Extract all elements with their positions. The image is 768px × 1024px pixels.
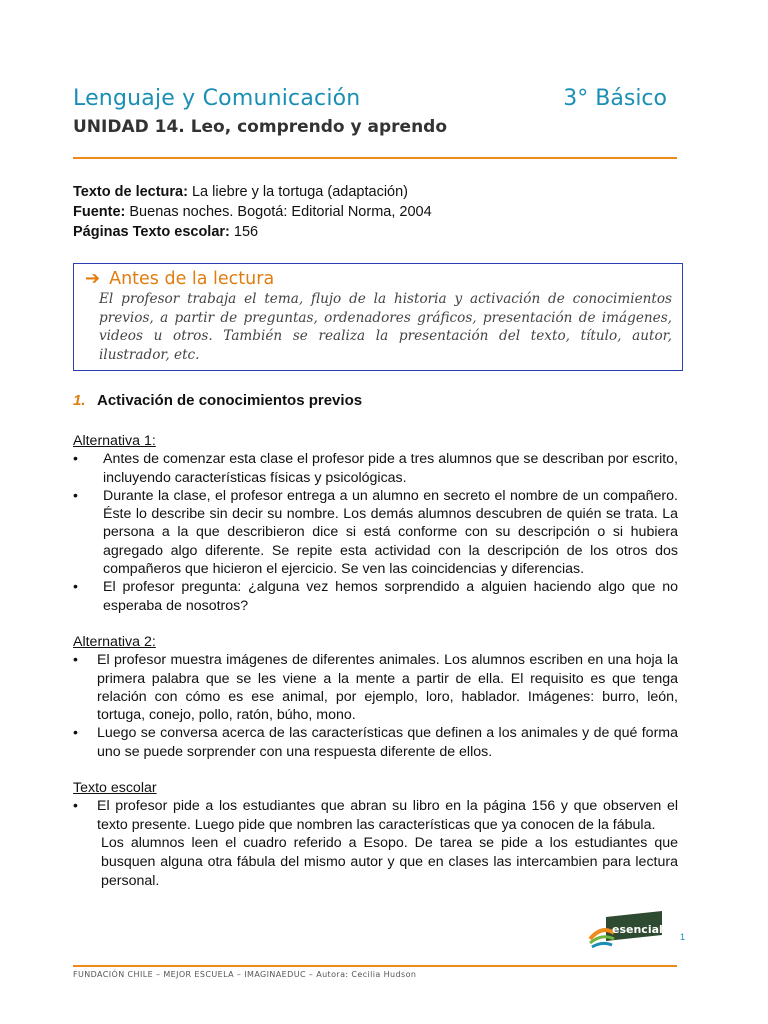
arrow-right-icon: ➔ (85, 268, 101, 289)
alternative-2-label: Alternativa 2: (73, 633, 156, 650)
list-item (73, 797, 678, 834)
bullet: • (73, 451, 78, 468)
box-title: Antes de la lectura (109, 268, 275, 289)
list-item-text: Luego se conversa acerca de las características que definen a los animales y de qué forma uno se puede sorprender con una respuesta diferente de ellos. (97, 725, 678, 760)
pages-label: Páginas Texto escolar: (73, 224, 230, 240)
school-text-paragraph: Los alumnos leen el cuadro referido a Esopo. De tarea se pide a los estudiantes que busquen alguna otra fábula del mismo autor y que en clases las intercambien para lectura personal. (101, 834, 678, 889)
unit-title: UNIDAD 14. Leo, comprendo y aprendo (73, 117, 448, 137)
title-row (73, 86, 677, 111)
reading-value: La liebre y la tortuga (adaptación) (187, 184, 409, 200)
school-text-label: Texto escolar (73, 780, 157, 797)
bullet: • (73, 725, 78, 742)
alternative-2-list (73, 651, 678, 761)
subject-title: Lenguaje y Comunicación (73, 86, 361, 111)
before-reading-box (73, 263, 683, 371)
bullet: • (73, 579, 78, 596)
list-item-text: Antes de comenzar esta clase el profesor pide a tres alumnos que se describan por escrito, incluyendo características físicas y psicológicas. (103, 451, 678, 486)
section-heading (73, 392, 362, 409)
pages-value: 156 (229, 224, 259, 240)
section-title: Activación de conocimientos previos (97, 392, 363, 409)
bullet: • (73, 487, 78, 504)
school-text-list (73, 797, 678, 834)
list-item-text: Durante la clase, el profesor entrega a un alumno en secreto el nombre de un compañero. Éste lo describe sin decir su nombre. Los demás alumnos descubren de quién se trata. La persona a la que describieron dice si está conforme con su descripción o si hubiera agregado algo diferente. Se repite esta actividad con la descripción de los otros dos compañeros que hicieron el ejercicio. Se ven las coincidencias y diferencias. (103, 487, 678, 578)
bullet: • (73, 798, 78, 815)
document-header (73, 86, 677, 137)
footer-text: FUNDACIÓN CHILE – MEJOR ESCUELA – IMAGINAEDUC – Autora: Cecilia Hudson (73, 970, 417, 979)
box-text: El profesor trabaja el tema, flujo de la historia y activación de conocimientos previos, a partir de preguntas, ordenadores gráficos, presentación de imágenes, videos u otros. También se realiza la presentación del texto, título, autor, ilustrador, etc. (99, 291, 672, 363)
page-number: 1 (680, 932, 686, 942)
box-heading (85, 268, 672, 289)
list-item (73, 724, 678, 761)
source-label: Fuente: (73, 204, 126, 220)
list-item (73, 450, 678, 487)
alternative-1-label: Alternativa 1: (73, 433, 156, 449)
header-divider (73, 157, 677, 159)
reading-label: Texto de lectura: (73, 184, 188, 200)
list-item (73, 651, 678, 724)
reading-line (73, 182, 432, 202)
grade-label: 3° Básico (563, 86, 667, 111)
list-item-text: El profesor muestra imágenes de diferentes animales. Los alumnos escriben en una hoja la primera palabra que se les viene a la mente a partir de ella. El requisito es que tenga relación con cómo es ese animal, por ejemplo, loro, hablador. Imágenes: burro, león, tortuga, conejo, pollo, ratón, búho, mono. (97, 652, 678, 724)
esencial-logo (588, 911, 666, 949)
footer-divider (73, 965, 677, 967)
reading-info (73, 182, 432, 242)
list-item (73, 578, 678, 615)
section-number: 1. (73, 392, 86, 409)
list-item (73, 487, 678, 578)
main-content (73, 432, 678, 891)
list-item-text: El profesor pregunta: ¿alguna vez hemos sorprendido a alguien haciendo algo que no esperaba de nosotros? (103, 579, 678, 614)
logo-text: esencial (612, 923, 663, 936)
list-item-text: El profesor pide a los estudiantes que abran su libro en la página 156 y que observen el texto presente. Luego pide que nombren las características que ya conocen de la fábula. (97, 798, 678, 833)
source-value: Buenas noches. Bogotá: Editorial Norma, 2004 (125, 204, 432, 220)
logo-swoosh-blue (592, 943, 612, 947)
bullet: • (73, 652, 78, 669)
pages-line (73, 222, 432, 242)
source-line (73, 202, 432, 222)
alternative-1-list (73, 450, 678, 615)
